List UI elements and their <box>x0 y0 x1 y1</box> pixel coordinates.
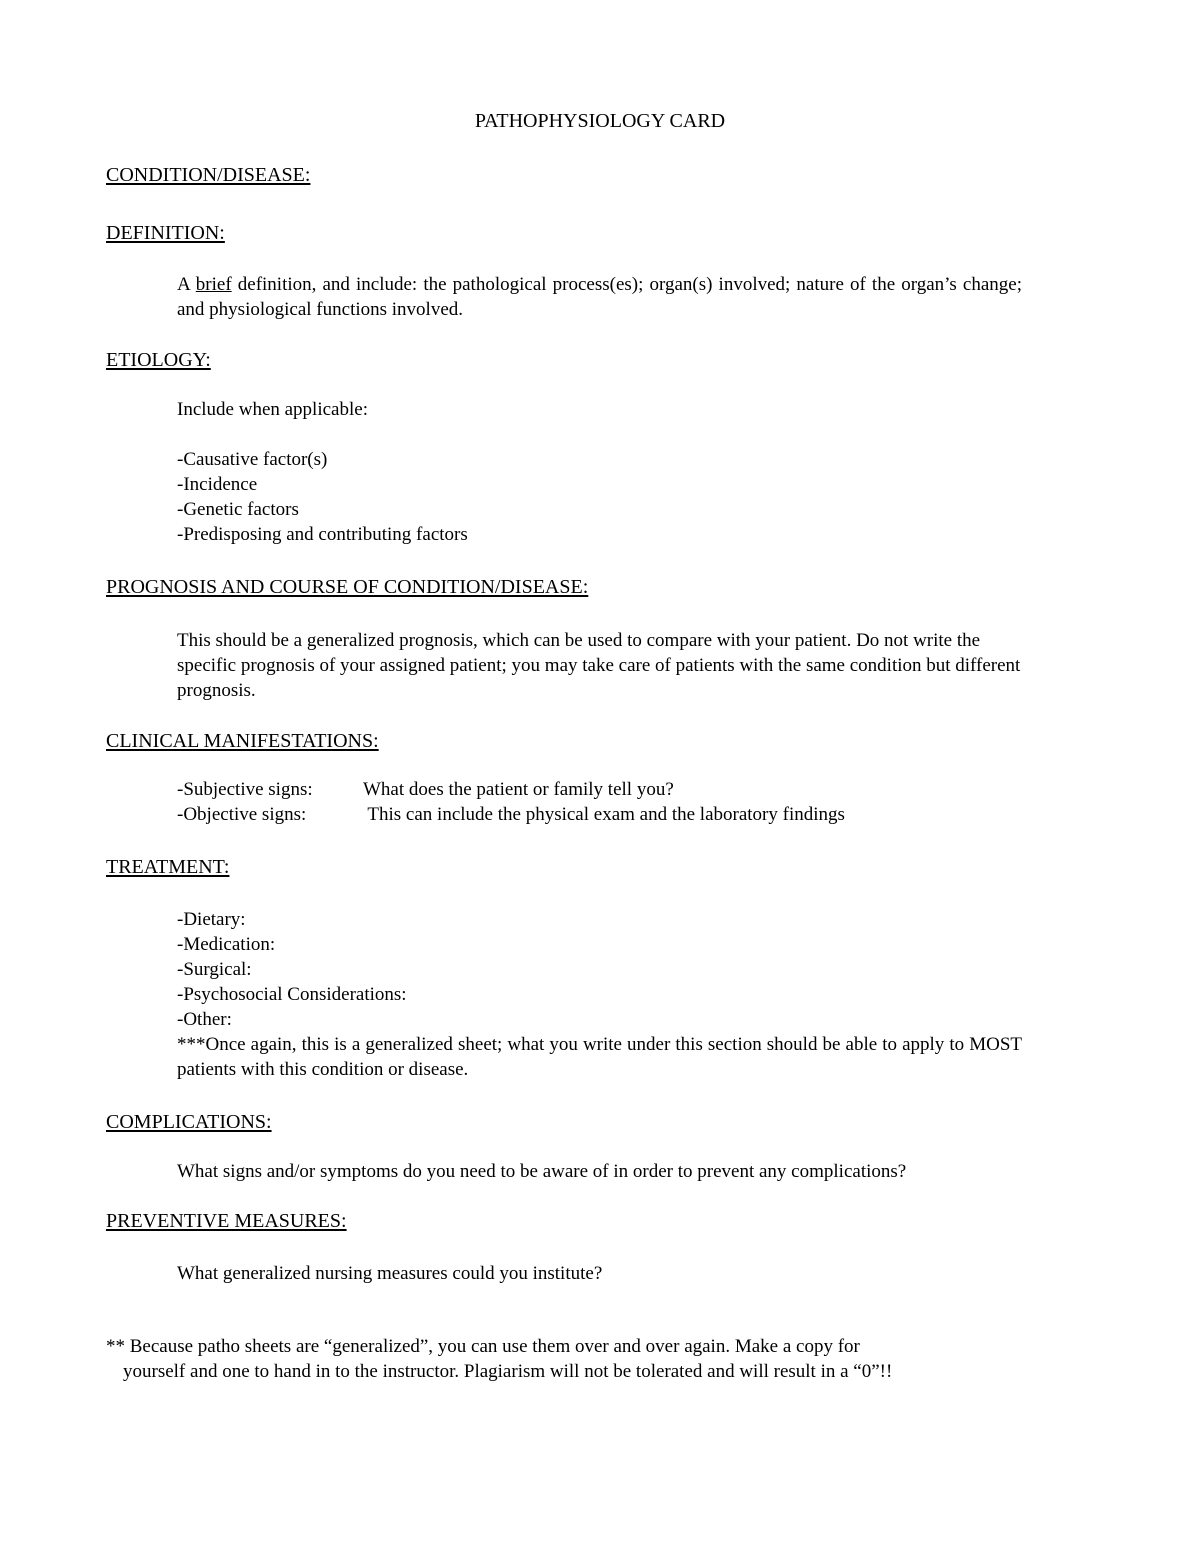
list-item: -Predisposing and contributing factors <box>177 524 468 545</box>
subjective-row <box>177 777 1022 802</box>
objective-text: This can include the physical exam and the laboratory findings <box>363 804 845 825</box>
heading-clinical: CLINICAL MANIFESTATIONS: <box>106 730 379 752</box>
footer-line-1: ** Because patho sheets are “generalized”, you can use them over and over again. Make a copy for <box>106 1336 860 1357</box>
heading-preventive: PREVENTIVE MEASURES: <box>106 1210 347 1232</box>
list-item: -Causative factor(s) <box>177 449 328 470</box>
treatment-list <box>177 907 1022 1032</box>
heading-complications: COMPLICATIONS: <box>106 1111 272 1133</box>
page-title: PATHOPHYSIOLOGY CARD <box>474 110 726 132</box>
list-item: -Dietary: <box>177 909 246 930</box>
objective-label: -Objective signs: <box>177 804 307 825</box>
list-item: -Incidence <box>177 474 258 495</box>
clinical-list <box>177 777 1022 827</box>
heading-condition: CONDITION/DISEASE: <box>106 164 311 186</box>
prognosis-text: This should be a generalized prognosis, which can be used to compare with your patient. Do not write the specific prognosis of your assigned patient; you may take care of patients with the same condition but different prognosis. <box>177 630 1021 701</box>
subjective-label: -Subjective signs: <box>177 779 313 800</box>
heading-treatment: TREATMENT: <box>106 856 230 878</box>
definition-prefix: A <box>177 274 196 295</box>
heading-definition: DEFINITION: <box>106 222 225 244</box>
objective-row <box>177 802 1022 827</box>
definition-emphasis: brief <box>195 274 232 295</box>
preventive-text: What generalized nursing measures could you institute? <box>177 1263 603 1284</box>
etiology-intro: Include when applicable: <box>177 399 368 420</box>
list-item: -Psychosocial Considerations: <box>177 984 407 1005</box>
etiology-list <box>177 447 1022 547</box>
footer-line-2: yourself and one to hand in to the instructor. Plagiarism will not be tolerated and will result in a “0”!! <box>123 1361 893 1382</box>
definition-text <box>177 272 1022 322</box>
footer-note <box>106 1334 1106 1384</box>
heading-prognosis: PROGNOSIS AND COURSE OF CONDITION/DISEASE: <box>106 576 589 598</box>
list-item: -Surgical: <box>177 959 252 980</box>
list-item: -Other: <box>177 1009 232 1030</box>
treatment-note: ***Once again, this is a generalized sheet; what you write under this section should be able to apply to MOST patients with this condition or disease. <box>177 1034 1022 1080</box>
list-item: -Medication: <box>177 934 276 955</box>
list-item: -Genetic factors <box>177 499 299 520</box>
subjective-text: What does the patient or family tell you? <box>363 779 674 800</box>
complications-text: What signs and/or symptoms do you need to be aware of in order to prevent any complications? <box>177 1161 907 1182</box>
heading-etiology: ETIOLOGY: <box>106 349 211 371</box>
definition-rest: definition, and include: the pathological process(es); organ(s) involved; nature of the organ’s change; and physiological functions involved. <box>177 274 1022 320</box>
